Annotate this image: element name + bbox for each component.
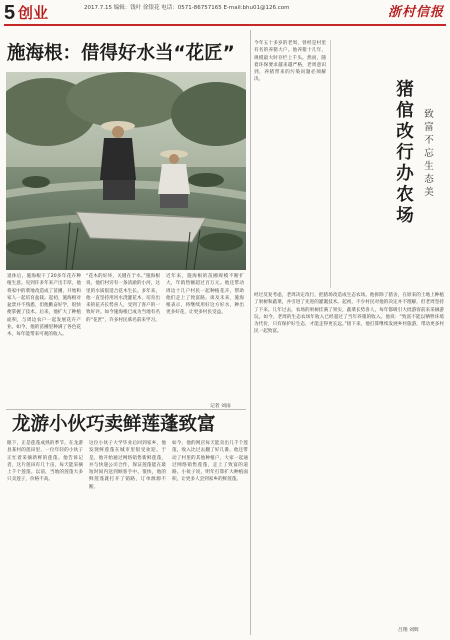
article1-author: 记者 刘雨 bbox=[210, 404, 231, 409]
article2-column-1: 眼下，正是莲蓬成熟的季节。在龙游县某村的莲田里，一位年轻的小伙子正忙着采摘新鲜的莲蓬。他告诉记者，这片莲田有几十亩，每天能采摘上千个莲蓬。以前，当地的莲蓬大多只卖莲子，价格不高。 bbox=[7, 441, 83, 483]
header-rule bbox=[4, 24, 446, 26]
article1-photo bbox=[6, 72, 246, 270]
page-header bbox=[4, 3, 446, 25]
article1-column-2: “花木的好坏，关键在于水。”施海根说，他们村旁有一条清澈的小河，这里的水质很适合花木生长。多年来，他一直坚持用河水浇灌花木，培育出来的花卉长势喜人，受到了客户的一致好评。如今施海根已成为当地有名的“花匠”，许多村民慕名前来学习。 bbox=[86, 274, 160, 323]
article2-column-3: 如今，他的网店每天能卖出几千个莲蓬，收入比过去翻了好几番。他还带动了村里的其他种植户，大家一起通过网络销售莲蓬，走上了致富的道路。小伙子说，明年打算扩大种植面积，让更多人尝到家乡的鲜莲蓬。 bbox=[172, 441, 248, 483]
article1-headline: 施海根：借得好水当“花匠” bbox=[7, 43, 235, 64]
article1-column-1: 退休后，施海根干了20多年花卉种植生意。见到许多年来产出丰厚，他将家中的菜地改造成了苗圃，开始和家人一起培育盆栽。起初，施海根对盆景并不熟悉，但他勤奋好学，很快便掌握了技术。后来，他扩大了种植面积，与周边农户一起发展花卉产业。如今，他的苗圃里种满了各色花木，每年能带来可观的收入。 bbox=[7, 274, 81, 338]
edition-meta: 2017.7.15 编辑：钱叶 徐银花 电话：0571-86757165 E-mail:bhu01@126.com bbox=[84, 5, 290, 11]
section-title: 创业 bbox=[18, 4, 49, 22]
article3-title: 猪倌改行办农场 bbox=[396, 80, 414, 226]
article1-column-3: 近年来，施海根的苗圃规模不断扩大，年销售额超过百万元。他还带动周边十几户村民一起种植花卉，帮助他们走上了致富路。谈及未来，施海根表示，将继续用好这方好水，种出更多好花，让更多村民受益。 bbox=[166, 274, 244, 316]
page-number: 5 bbox=[4, 2, 16, 24]
column-divider bbox=[250, 30, 251, 635]
article3-author: 吕翔 刘辉 bbox=[398, 628, 419, 633]
section-divider bbox=[6, 409, 246, 410]
article3-subtitle: 致富不忘生态美 bbox=[424, 109, 434, 198]
newspaper-masthead: 浙村信报 bbox=[387, 5, 444, 20]
article3-column-2: 经过反复考虑，老周决定改行，把猪场改造成生态农场。他拆除了猪舍，在原来的土地上种植了果树和蔬菜，并引进了先进的灌溉技术。起初，不少村民对他的决定并不理解，但老周坚持了下来。几年过去，农场的果树挂满了果实，蔬菜长势喜人，每年都吸引大批游客前来采摘游玩。如今，老周的生态农场年收入已经超过了当年养猪的收入。他说：“致富不能以牺牲环境为代价，只有保护好生态，才能走得更长远。”接下来，他打算继续发展乡村旅游，带动更多村民一起致富。 bbox=[254, 293, 444, 335]
article3-title-divider bbox=[330, 40, 331, 288]
farmer-photo-illustration bbox=[6, 72, 246, 270]
article2-column-2: 这位小伙子大学毕业后回到家乡，他发现鲜莲蓬在城市里很受欢迎。于是，他开始通过网络销售新鲜莲蓬，并与快递公司合作，保证莲蓬能在最短时间内送到顾客手中。很快，他的鲜莲蓬就打开了销路，订单源源不断。 bbox=[89, 441, 166, 490]
article2-headline: 龙游小伙巧卖鲜莲蓬致富 bbox=[12, 414, 216, 435]
article3-column-1: 今年五十多岁的老周，曾经是村里有名的养猪大户。他养猪十几年，规模最大时存栏上千头。然而，随着环保要求越来越严格，老周意识到，养猪带来的污染问题必须解决。 bbox=[254, 41, 326, 83]
